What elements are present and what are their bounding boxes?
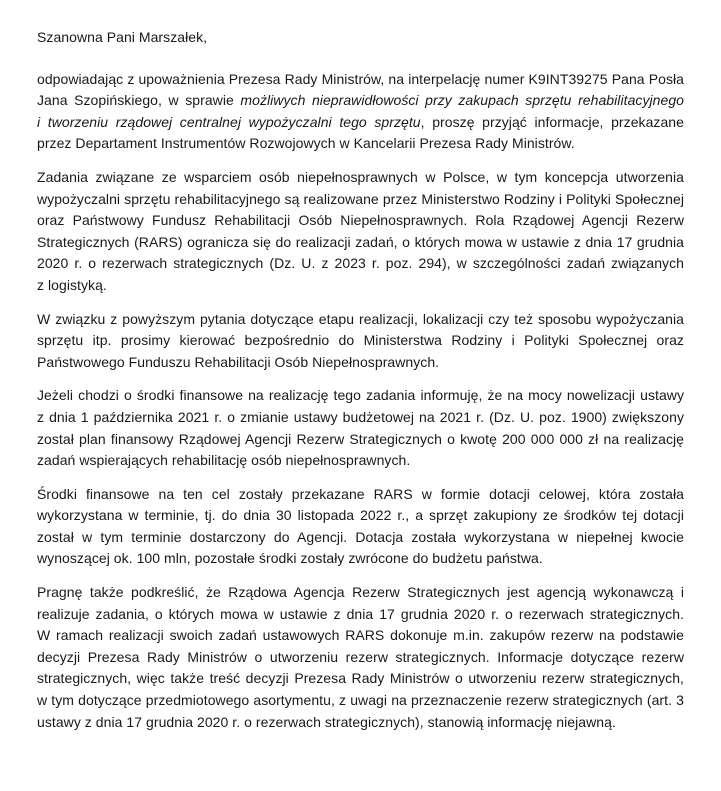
paragraph-redirect-questions: W związku z powyższym pytania dotyczące etapu realizacji, lokalizacji czy też sposobu wypożyczania sprzętu itp. prosimy kierować bezpośrednio do Ministerstwa Rodziny i Polityki Społecznej oraz Państwowego Funduszu Rehabilitacji Osób Niepełnosprawnych. <box>37 310 684 370</box>
salutation: Szanowna Pani Marszałek, <box>37 29 208 45</box>
paragraph-funds-transfer: Środki finansowe na ten cel zostały przekazane RARS w formie dotacji celowej, która została wykorzystana w terminie, tj. do dnia 30 listopada 2022 r., a sprzęt zakupiony ze środków tej dotacji został w tym terminie dostarczony do Agencji. Dotacja została wykorzystana w niepełnej kwocie wynoszącej ok. 100 mln, pozostałe środki zostały zwrócone do budżetu państwa. <box>37 485 684 567</box>
intro-before-subject: odpowiadając z upoważnienia Prezesa Rady Ministrów, na interpelację numer K9INT39275 Pana Posła Jana Szopińskiego, w sprawie <box>37 70 684 109</box>
intro-paragraph <box>37 69 684 155</box>
paragraph-tasks-support: Zadania związane ze wsparciem osób niepełnosprawnych w Polsce, w tym koncepcja utworzenia wypożyczalni sprzętu rehabilitacyjnego są realizowane przez Ministerstwo Rodziny i Polityki Społecznej oraz Państwowy Fundusz Rehabilitacji Osób Niepełnosprawnych. Rola Rządowej Agencji Rezerw Strategicznych (RARS) ogranicza się do realizacji zadań, o których mowa w ustawie z dnia 17 grudnia 2020 r. o rezerwach strategicznych (Dz. U. z 2023 r. poz. 294), w szczególności zadań związanych z logistyką. <box>37 168 684 293</box>
paragraph-budget-amendment: Jeżeli chodzi o środki finansowe na realizację tego zadania informuję, że na mocy nowelizacji ustawy z dnia 1 października 2021 r. o zmianie ustawy budżetowej na 2021 r. (Dz. U. poz. 1900) zwiększony został plan finansowy Rządowej Agencji Rezerw Strategicznych o kwotę 200 000 000 zł na realizację zadań wspierających rehabilitację osób niepełnosprawnych. <box>37 387 684 469</box>
paragraph-classified-info: Pragnę także podkreślić, że Rządowa Agencja Rezerw Strategicznych jest agencją wykonawczą i realizuje zadania, o których mowa w ustawie z dnia 17 grudnia 2020 r. o rezerwach strategicznych. W ramach realizacji swoich zadań ustawowych RARS dokonuje m.in. zakupów rezerw na podstawie decyzji Prezesa Rady Ministrów o utworzeniu rezerw strategicznych. Informacje dotyczące rezerw strategicznych, więc także treść decyzji Prezesa Rady Ministrów o utworzeniu rezerw strategicznych, w tym dotyczące przedmiotowego asortymentu, z uwagi na przeznaczenie rezerw strategicznych (art. 3 ustawy z dnia 17 grudnia 2020 r. o rezerwach strategicznych), stanowią informację niejawną. <box>37 584 684 730</box>
interpellation-subject-italic: możliwych nieprawidłowości przy zakupach sprzętu rehabilitacyjnego i tworzeniu rządowej centralnej wypożyczalni tego sprzętu <box>37 92 685 130</box>
intro-after-subject: , proszę przyjąć informacje, przekazane przez Departament Instrumentów Rozwojowych w Kancelarii Prezesa Rady Ministrów. <box>37 113 684 152</box>
